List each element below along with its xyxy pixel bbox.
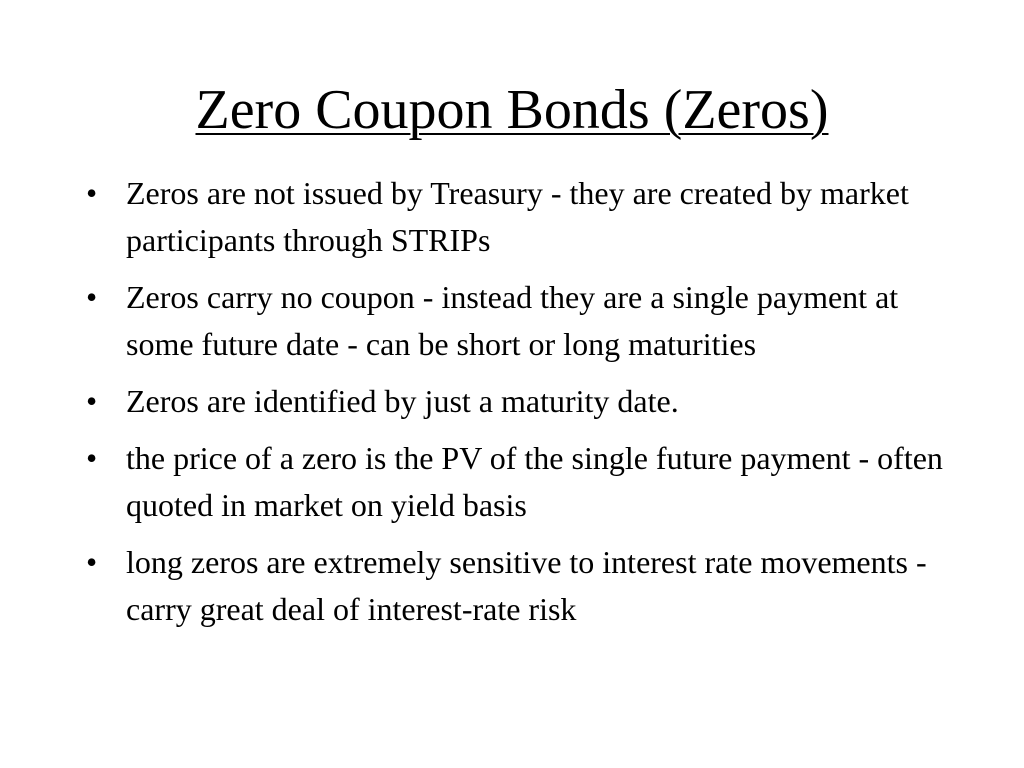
bullet-list xyxy=(86,170,946,643)
bullet-text: Zeros are not issued by Treasury - they are created by market participants through STRIPs xyxy=(126,175,909,258)
bullet-text: Zeros are identified by just a maturity date. xyxy=(126,383,679,419)
bullet-item xyxy=(86,435,946,529)
bullet-text: long zeros are extremely sensitive to interest rate movements - carry great deal of interest-rate risk xyxy=(126,544,927,627)
bullet-text: Zeros carry no coupon - instead they are a single payment at some future date - can be short or long maturities xyxy=(126,279,899,362)
bullet-marker: • xyxy=(86,383,98,419)
bullet-marker: • xyxy=(86,544,98,580)
bullet-marker: • xyxy=(86,175,98,211)
slide-title xyxy=(0,78,1024,142)
bullet-marker: • xyxy=(86,279,98,315)
slide-title-text: Zero Coupon Bonds (Zeros) xyxy=(195,79,829,141)
bullet-item xyxy=(86,170,946,264)
bullet-item xyxy=(86,539,946,633)
bullet-text: the price of a zero is the PV of the single future payment - often quoted in market on yield basis xyxy=(126,440,943,523)
bullet-item xyxy=(86,378,946,425)
bullet-item xyxy=(86,274,946,368)
bullet-marker: • xyxy=(86,440,98,476)
